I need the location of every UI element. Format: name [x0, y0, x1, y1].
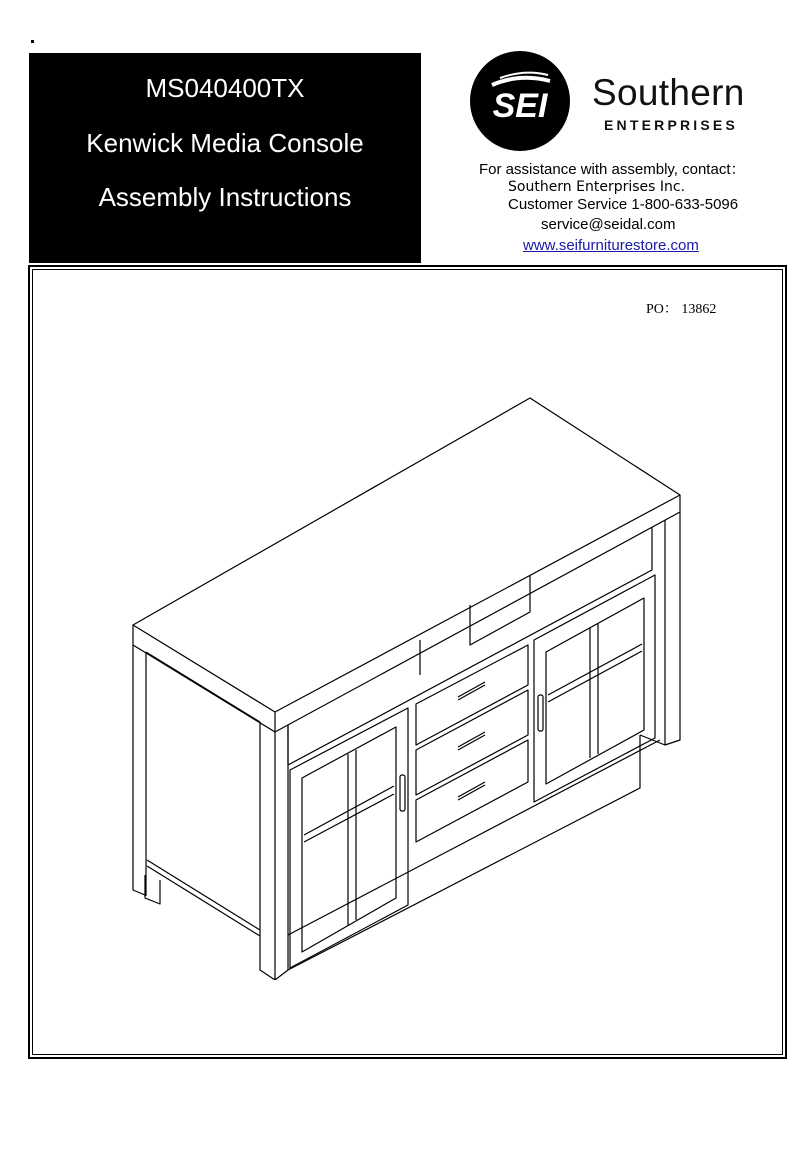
brand-name: Southern: [592, 72, 745, 113]
stray-dot: [31, 40, 34, 43]
title-block: [29, 53, 421, 263]
po-number: PO： 13862: [646, 302, 717, 317]
doc-title: Assembly Instructions: [98, 182, 352, 212]
logo-text: SEI: [492, 87, 548, 125]
contact-email[interactable]: service@seidal.com: [541, 216, 676, 233]
website-link[interactable]: www.seifurniturestore.com: [523, 237, 699, 254]
contact-phone: Customer Service 1-800-633-5096: [508, 196, 739, 213]
sei-logo-icon: [470, 51, 570, 151]
model-number: MS040400TX: [145, 73, 305, 103]
media-console-illustration: [120, 390, 690, 980]
brand-subtitle: ENTERPRISES: [604, 117, 738, 133]
product-name: Kenwick Media Console: [86, 128, 364, 158]
contact-intro: For assistance with assembly, contact：: [479, 161, 746, 178]
contact-company: Southern Enterprises Inc.: [508, 179, 686, 195]
